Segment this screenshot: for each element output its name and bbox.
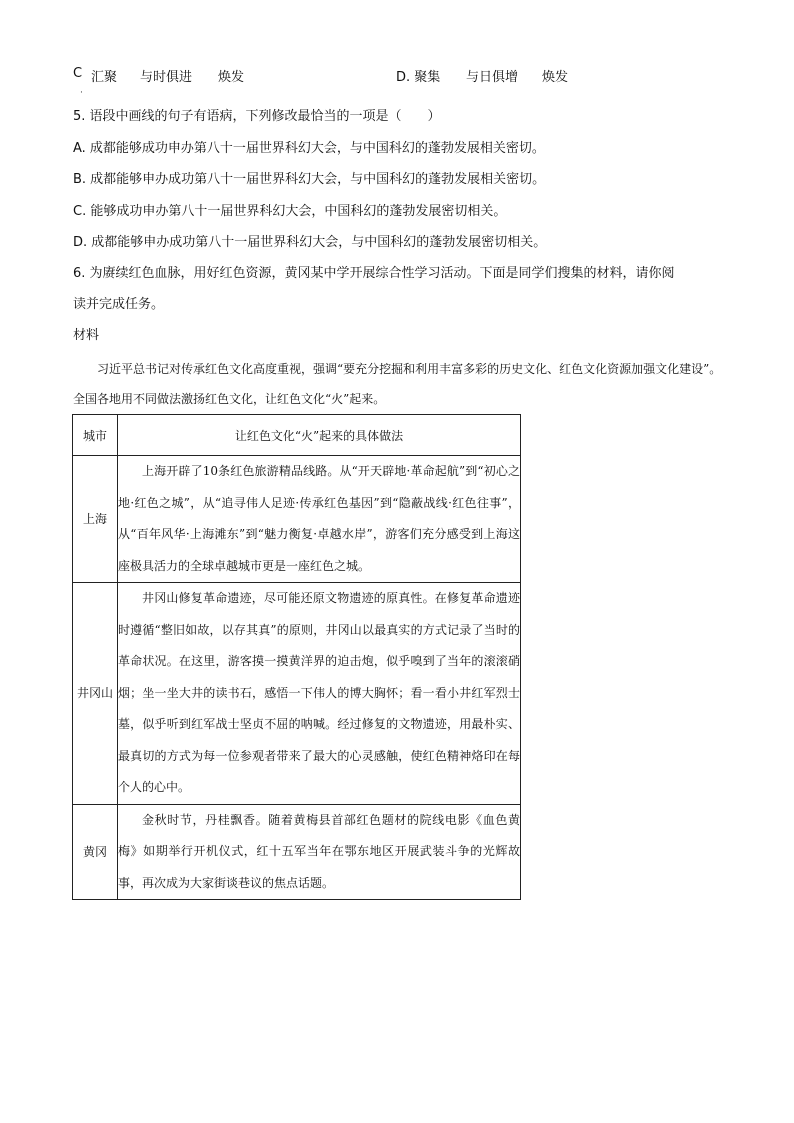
option-c: [73, 66, 245, 85]
option-c-word-3: 焕发: [218, 70, 245, 85]
table-cell-city: 黄冈: [73, 804, 118, 900]
table-row: [73, 583, 521, 805]
q5-option-c: C. 能够成功申办第八十一届世界科幻大会，中国科幻的蓬勃发展密切相关。: [73, 204, 507, 219]
q6-stem-line-2: 读并完成任务。: [73, 297, 165, 312]
option-c-word-2: 与时俱进: [140, 70, 193, 85]
table-header-description: 让红色文化“火”起来的具体做法: [118, 415, 521, 456]
material-label: 材料: [73, 328, 100, 343]
q5-option-b: B. 成都能够申办成功第八十一届世界科幻大会，与中国科幻的蓬勃发展相关密切。: [73, 172, 546, 187]
option-d-letter: D. 聚集: [396, 70, 441, 85]
table-cell-description: 井冈山修复革命遗迹，尽可能还原文物遗迹的原真性。在修复革命遗迹时遵循“整旧如故，以存其真”的原则，井冈山以最真实的方式记录了当时的革命状况。在这里，游客摸一摸黄洋界的迫击炮，似乎嗅到了当年的滚滚硝烟；坐一坐大井的读书石，感悟一下伟人的博大胸怀；看一看小井红军烈士墓，似乎听到红军战士坚贞不屈的呐喊。经过修复的文物遗迹，用最朴实、最真切的方式为每一位参观者带来了最大的心灵感触，使红色精神烙印在每个人的心中。: [118, 583, 521, 805]
table-header-city: 城市: [73, 415, 118, 456]
option-d: [396, 66, 569, 85]
table-cell-city: 井冈山: [73, 583, 118, 805]
q5-option-d: D. 成都能够申办成功第八十一届世界科幻大会，与中国科幻的蓬勃发展密切相关。: [73, 235, 547, 250]
stray-dot-mark: ·: [80, 88, 83, 98]
table-row: [73, 456, 521, 583]
option-c-letter: C: [73, 66, 83, 81]
table-cell-description: 上海开辟了10条红色旅游精品线路。从“开天辟地·革命起航”到“初心之地·红色之城”，从“追寻伟人足迹·传承红色基因”到“隐蔽战线·红色往事”，从“百年风华·上海滩东”到“魅力衡复·卓越水岸”，游客们充分感受到上海这座极具活力的全球卓越城市更是一座红色之城。: [118, 456, 521, 583]
option-c-word-1: 汇聚: [91, 70, 118, 85]
q6-stem-line-1: 6. 为赓续红色血脉，用好红色资源，黄冈某中学开展综合性学习活动。下面是同学们搜集的材料，请你阅: [73, 266, 675, 281]
table-cell-city: 上海: [73, 456, 118, 583]
material-intro-paragraph: 习近平总书记对传承红色文化高度重视，强调“要充分挖掘和利用丰富多彩的历史文化、红色文化资源加强文化建设”。全国各地用不同做法激扬红色文化，让红色文化“火”起来。: [73, 362, 722, 406]
table-header-row: [73, 415, 521, 456]
options-c-d-row: [73, 66, 733, 86]
q5-option-a: A. 成都能够成功申办第八十一届世界科幻大会，与中国科幻的蓬勃发展相关密切。: [73, 141, 545, 156]
material-table: [72, 414, 521, 900]
q5-stem: 5. 语段中画线的句子有语病，下列修改最恰当的一项是（ ）: [73, 109, 441, 124]
table-row: [73, 804, 521, 900]
option-d-word-2: 与日俱增: [466, 70, 519, 85]
table-cell-description: 金秋时节，丹桂飘香。随着黄梅县首部红色题材的院线电影《血色黄梅》如期举行开机仪式，红十五军当年在鄂东地区开展武装斗争的光辉故事，再次成为大家街谈巷议的焦点话题。: [118, 804, 521, 900]
option-d-word-3: 焕发: [542, 70, 569, 85]
